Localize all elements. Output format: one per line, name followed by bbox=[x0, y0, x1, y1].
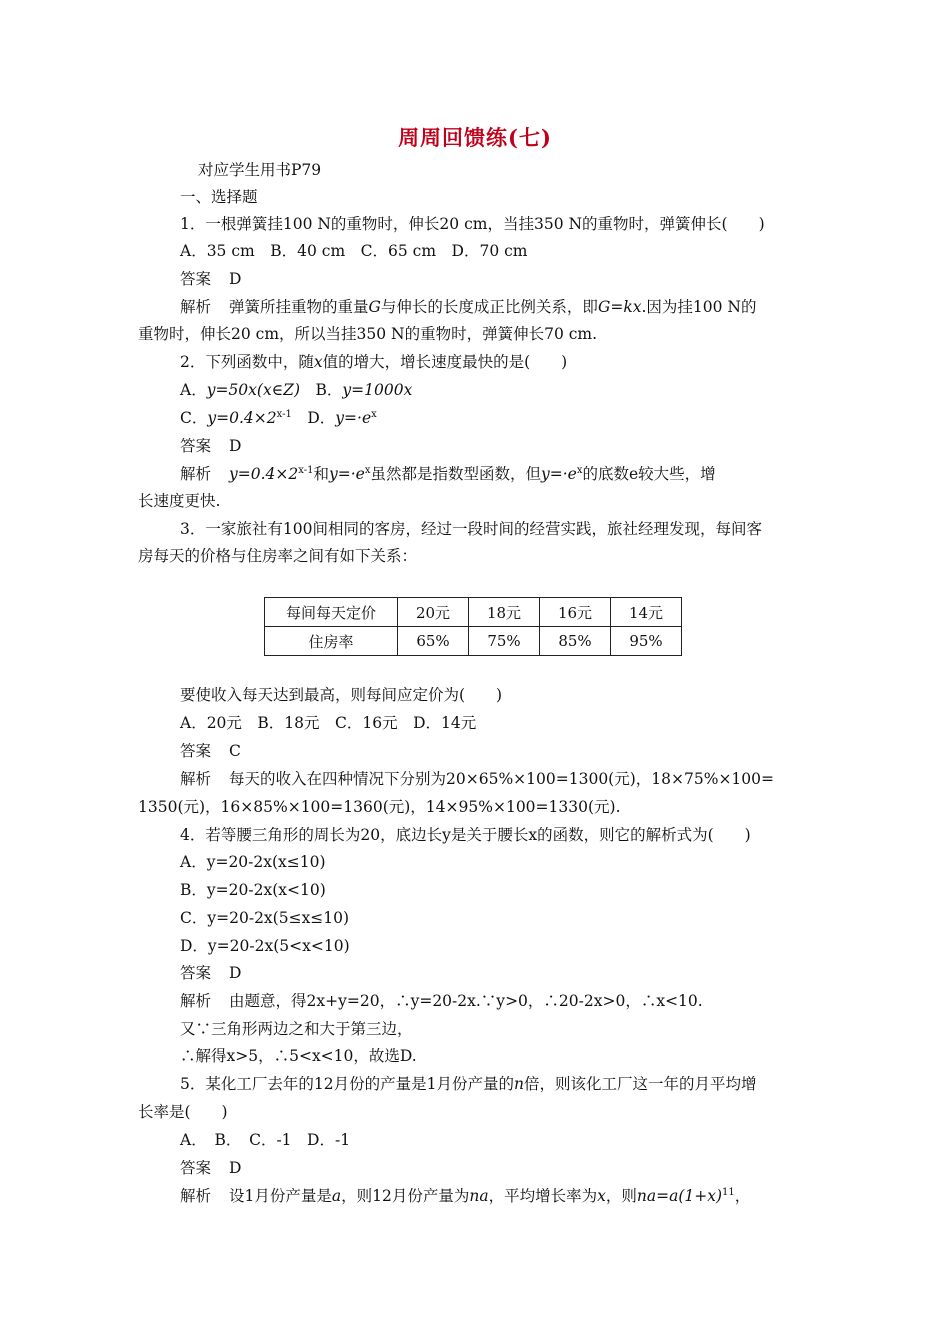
q2-option-a-label: A． bbox=[180, 381, 207, 399]
q4-analysis-text: 由题意，得2x+y=20，∴y=20-2x.∵y>0，∴20-2x>0，∴x<10. bbox=[229, 992, 703, 1010]
q2-analysis-line2: 长速度更快. bbox=[138, 492, 221, 510]
q1-options: A．35 cm B．40 cm C．65 cm D．70 cm bbox=[180, 242, 528, 260]
q5-stem-line2: 长率是( ) bbox=[138, 1103, 228, 1121]
q5-analysis-text-c: ，平均增长率为 bbox=[488, 1187, 598, 1205]
q3-options: A．20元 B．18元 C．16元 D．14元 bbox=[180, 714, 477, 732]
q2-option-b-label: B． bbox=[315, 381, 343, 399]
q5-analysis-exponent: 11 bbox=[722, 1187, 735, 1198]
analysis-label: 解析 bbox=[180, 770, 212, 788]
table-cell: 住房率 bbox=[265, 627, 398, 656]
answer-label: 答案 bbox=[180, 270, 212, 288]
q2-answer bbox=[180, 436, 241, 456]
q2-options-ab bbox=[180, 380, 412, 400]
q1-answer bbox=[180, 269, 241, 289]
table-cell: 16元 bbox=[540, 598, 611, 627]
q5-stem-a: 5．某化工厂去年的12月份的产量是1月份产量的 bbox=[180, 1075, 514, 1093]
q2-answer-value: D bbox=[229, 437, 242, 455]
q4-analysis-line1 bbox=[180, 991, 703, 1011]
q5-analysis-text-b: ，则12月份产量为 bbox=[341, 1187, 470, 1205]
q2-analysis-text-d: 虽然都是指数型函数，但 bbox=[370, 465, 541, 483]
q3-question: 要使收入每天达到最高，则每间应定价为( ) bbox=[180, 686, 503, 704]
q2-stem-b: 值的增大，增长速度最快的是( ) bbox=[322, 353, 568, 371]
q2-option-d-exponent: x bbox=[371, 409, 377, 420]
table-cell: 14元 bbox=[611, 598, 682, 627]
q1-analysis-text-c: .因为挂100 N的 bbox=[641, 298, 757, 316]
answer-label: 答案 bbox=[180, 964, 212, 982]
table-cell: 18元 bbox=[469, 598, 540, 627]
answer-label: 答案 bbox=[180, 742, 212, 760]
q2-analysis-line1 bbox=[180, 464, 716, 484]
q4-analysis-line3: ∴解得x>5，∴5<x<10，故选D. bbox=[180, 1047, 417, 1065]
table-row bbox=[265, 627, 682, 656]
q1-analysis-text-b: 与伸长的长度成正比例关系，即 bbox=[380, 298, 598, 316]
q2-analysis-exp1: x-1 bbox=[298, 465, 314, 476]
q4-option-a: A．y=20-2x(x≤10) bbox=[180, 853, 326, 871]
q4-option-b: B．y=20-2x(x<10) bbox=[180, 881, 326, 899]
answer-label: 答案 bbox=[180, 437, 212, 455]
q3-analysis-line1 bbox=[180, 769, 774, 789]
q2-option-c-expr: y=0.4×2 bbox=[207, 409, 277, 427]
q2-analysis-text-b: 和 bbox=[313, 465, 329, 483]
q2-option-c-label: C． bbox=[180, 409, 208, 427]
q5-analysis-text-d: ，则 bbox=[605, 1187, 637, 1205]
table-cell: 85% bbox=[540, 627, 611, 656]
q4-answer-value: D bbox=[229, 964, 242, 982]
q4-option-c: C．y=20-2x(5≤x≤10) bbox=[180, 909, 350, 927]
q5-analysis-expr: na=a(1+x) bbox=[636, 1187, 723, 1205]
q3-stem-line1: 3．一家旅社有100间相同的客房，经过一段时间的经营实践，旅社经理发现，每间客 bbox=[180, 520, 762, 538]
analysis-label: 解析 bbox=[180, 298, 212, 316]
q5-stem-b: 倍，则该化工厂这一年的月平均增 bbox=[523, 1075, 757, 1093]
q1-stem: 1．一根弹簧挂100 N的重物时，伸长20 cm，当挂350 N的重物时，弹簧伸长( ) bbox=[180, 215, 765, 233]
q2-options-cd bbox=[180, 408, 377, 428]
q5-options: A． B． C．-1 D．-1 bbox=[180, 1131, 351, 1149]
price-occupancy-table bbox=[264, 597, 682, 656]
q1-analysis-line1: 解析 弹簧所挂重物的重量G与伸长的长度成正比例关系，即G=kx.因为挂100 N的 bbox=[180, 298, 757, 316]
table-cell: 65% bbox=[398, 627, 469, 656]
section-heading: 一、选择题 bbox=[180, 188, 258, 206]
page-title: 周周回馈练(七) bbox=[398, 125, 552, 150]
q1-analysis-text-a: 弹簧所挂重物的重量 bbox=[229, 298, 369, 316]
q5-analysis-line1: 解析 设1月份产量是a，则12月份产量为na，平均增长率为x，则$na=a(1+x)^{11}$， bbox=[180, 1187, 751, 1205]
table-cell: 95% bbox=[611, 627, 682, 656]
q3-analysis-text: 每天的收入在四种情况下分别为20×65%×100=1300(元)，18×75%×100= bbox=[229, 770, 774, 788]
q5-analysis-text-f: ， bbox=[734, 1187, 751, 1205]
q3-stem-line2: 房每天的价格与住房率之间有如下关系： bbox=[138, 547, 418, 565]
answer-label: 答案 bbox=[180, 1159, 212, 1177]
q5-analysis-text-a: 设1月份产量是 bbox=[229, 1187, 332, 1205]
q2-analysis-expr2: y=·e bbox=[329, 465, 365, 483]
analysis-label: 解析 bbox=[180, 465, 212, 483]
q3-answer-value: C bbox=[229, 742, 241, 760]
q2-option-b-expr: y=1000x bbox=[342, 381, 413, 399]
table-cell: 20元 bbox=[398, 598, 469, 627]
q1-analysis-line2: 重物时，伸长20 cm，所以当挂350 N的重物时，弹簧伸长70 cm. bbox=[138, 325, 598, 343]
q4-option-d: D．y=20-2x(5<x<10) bbox=[180, 937, 350, 955]
q2-analysis-expr3: y=·e bbox=[541, 465, 577, 483]
q2-analysis-text-f: 的底数e较大些，增 bbox=[582, 465, 716, 483]
q4-stem: 4．若等腰三角形的周长为20，底边长y是关于腰长x的函数，则它的解析式为( ) bbox=[180, 826, 751, 844]
q2-option-d-label: D． bbox=[307, 409, 336, 427]
q5-answer bbox=[180, 1158, 241, 1178]
q2-option-c-exponent: x-1 bbox=[276, 409, 292, 420]
table-cell: 每间每天定价 bbox=[265, 598, 398, 627]
q2-stem-a: 2．下列函数中，随 bbox=[180, 353, 314, 371]
q4-analysis-line2: 又∵三角形两边之和大于第三边， bbox=[180, 1020, 413, 1038]
q4-answer bbox=[180, 963, 241, 983]
table-row bbox=[265, 598, 682, 627]
q2-analysis-exp3: x bbox=[576, 465, 583, 476]
q2-option-a-expr: y=50x(x∈Z) bbox=[206, 381, 300, 399]
table-cell: 75% bbox=[469, 627, 540, 656]
q3-analysis-line2: 1350(元)，16×85%×100=1360(元)，14×95%×100=1330(元). bbox=[138, 798, 621, 816]
analysis-label: 解析 bbox=[180, 992, 212, 1010]
q2-option-d-expr: y=·e bbox=[335, 409, 372, 427]
q2-analysis-exp2: x bbox=[364, 465, 371, 476]
textbook-reference: 对应学生用书P79 bbox=[198, 161, 322, 179]
q1-answer-value: D bbox=[229, 270, 242, 288]
analysis-label: 解析 bbox=[180, 1187, 212, 1205]
q5-stem-line1: 5．某化工厂去年的12月份的产量是1月份产量的n倍，则该化工厂这一年的月平均增 bbox=[180, 1075, 757, 1093]
q5-answer-value: D bbox=[229, 1159, 242, 1177]
q2-stem: 2．下列函数中，随x值的增大，增长速度最快的是( ) bbox=[180, 353, 568, 371]
q2-analysis-expr1: y=0.4×2 bbox=[229, 465, 299, 483]
q3-answer bbox=[180, 741, 241, 761]
